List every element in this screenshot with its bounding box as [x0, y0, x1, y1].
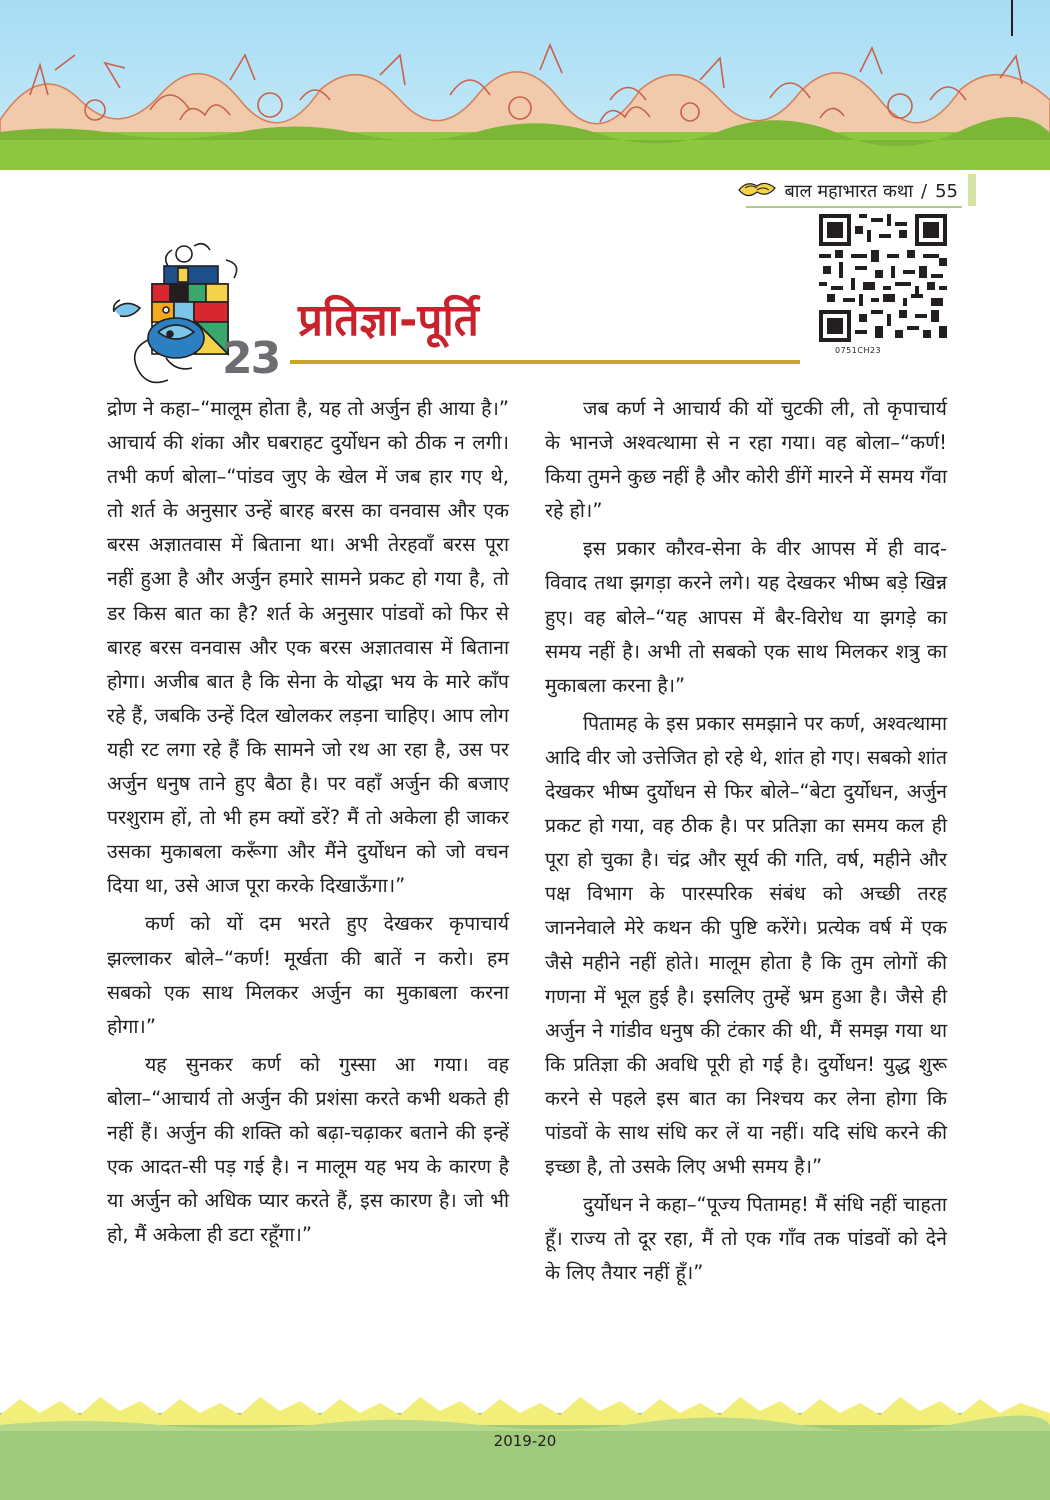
book-emblem-icon: [737, 178, 777, 205]
chapter-number: 23: [222, 333, 280, 384]
chapter-title: प्रतिज्ञा-पूर्ति: [298, 295, 479, 346]
paragraph: द्रोण ने कहा–“मालूम होता है, यह तो अर्जुन ही आया है।” आचार्य की शंका और घबराहट दुर्योधन को ठीक न लगी। तभी कर्ण बोला–“पांडव जुए के खेल में जब हार गए थे, तो शर्त के अनुसार उन्हें बारह बरस का वनवास और एक बरस अज्ञातवास में बिताना था। अभी तेरहवाँ बरस पूरा नहीं हुआ है और अर्जुन हमारे सामने प्रकट हो गया है, तो डर किस बात का है? शर्त के अनुसार पांडवों को फिर से बारह बरस वनवास और एक बरस अज्ञातवास में बिताना होगा। अजीब बात है कि सेना के योद्धा भय के मारे काँप रहे हैं, जबकि उन्हें दिल खोलकर लड़ना चाहिए। आप लोग यही रट लगा रहे हैं कि सामने जो रथ आ रहा है, उस पर अर्जुन धनुष ताने हुए बैठा है। पर वहाँ अर्जुन की बजाए परशुराम हों, तो भी हम क्यों डरें? मैं तो अकेला ही जाकर उसका मुकाबला करूँगा और मैंने दुर्योधन को जो वचन दिया था, उसे आज पूरा करके दिखाऊँगा।”: [107, 397, 509, 898]
qr-code[interactable]: [819, 214, 947, 342]
top-banner-illustration: [0, 0, 1050, 170]
book-title: बाल महाभारत कथा: [784, 181, 914, 202]
footer-year: 2019-20: [493, 1432, 557, 1450]
paragraph: दुर्योधन ने कहा–“पूज्य पितामह! मैं संधि नहीं चाहता हूँ। राज्य तो दूर रहा, मैं तो एक गाँव तक पांडवों को देने के लिए तैयार नहीं हूँ।”: [545, 1193, 947, 1285]
header-separator: /: [921, 180, 928, 202]
running-head: [737, 176, 958, 206]
left-text-column: [107, 392, 509, 1252]
running-head-bar: [968, 174, 976, 206]
crop-mark: [1011, 0, 1013, 36]
paragraph: कर्ण को यों दम भरते हुए देखकर कृपाचार्य झल्लाकर बोले–“कर्ण! मूर्खता की बातें न करो। हम सबको एक साथ मिलकर अर्जुन का मुकाबला करना होगा।”: [107, 912, 509, 1038]
header-rule: [746, 206, 962, 208]
paragraph: यह सुनकर कर्ण को गुस्सा आ गया। वह बोला–“आचार्य तो अर्जुन की प्रशंसा करते कभी थकते ही नहीं हैं। अर्जुन की शक्ति को बढ़ा-चढ़ाकर बताने की इन्हें एक आदत-सी पड़ गई है। न मालूम यह भय के कारण है या अर्जुन को अधिक प्यार करते हैं, इस कारण है। जो भी हो, मैं अकेला ही डटा रहूँगा।”: [107, 1052, 509, 1247]
paragraph: इस प्रकार कौरव-सेना के वीर आपस में ही वाद-विवाद तथा झगड़ा करने लगे। यह देखकर भीष्म बड़े खिन्न हुए। वह बोले–“यह आपस में बैर-विरोध या झगड़े का समय नहीं है। अभी तो सबको एक साथ मिलकर शत्रु का मुकाबला करना है।”: [545, 537, 947, 697]
title-underline: [290, 360, 800, 364]
paragraph: जब कर्ण ने आचार्य की यों चुटकी ली, तो कृपाचार्य के भानजे अश्वत्थामा से न रहा गया। वह बोला–“कर्ण! किया तुमने कुछ नहीं है और कोरी डींगें मारने में समय गँवा रहे हो।”: [545, 397, 947, 523]
right-text-column: [545, 392, 947, 1290]
paragraph: पितामह के इस प्रकार समझाने पर कर्ण, अश्वत्थामा आदि वीर जो उत्तेजित हो रहे थे, शांत हो गए। सबको शांत देखकर भीष्म दुर्योधन से फिर बोले–“बेटा दुर्योधन, अर्जुन प्रकट हो गया, वह ठीक है। पर प्रतिज्ञा का समय कल ही पूरा हो चुका है। चंद्र और सूर्य की गति, वर्ष, महीने और पक्ष विभाग के पारस्परिक संबंध को अच्छी तरह जाननेवाले मेरे कथन की पुष्टि करेंगे। प्रत्येक वर्ष में एक जैसे महीने नहीं होते। मालूम होता है कि तुम लोगों की गणना में भूल हुई है। इसलिए तुम्हें भ्रम हुआ है। जैसे ही अर्जुन ने गांडीव धनुष की टंकार की थी, मैं समझ गया था कि प्रतिज्ञा की अवधि पूरी हो गई है। दुर्योधन! युद्ध शुरू करने से पहले इस बात का निश्चय कर लेना होगा कि पांडवों के साथ संधि कर लें या नहीं। यदि संधि करने की इच्छा है, तो उसके लिए अभी समय है।”: [545, 711, 947, 1179]
qr-code-label: 0751CH23: [835, 346, 882, 355]
page-number: 55: [935, 180, 958, 202]
